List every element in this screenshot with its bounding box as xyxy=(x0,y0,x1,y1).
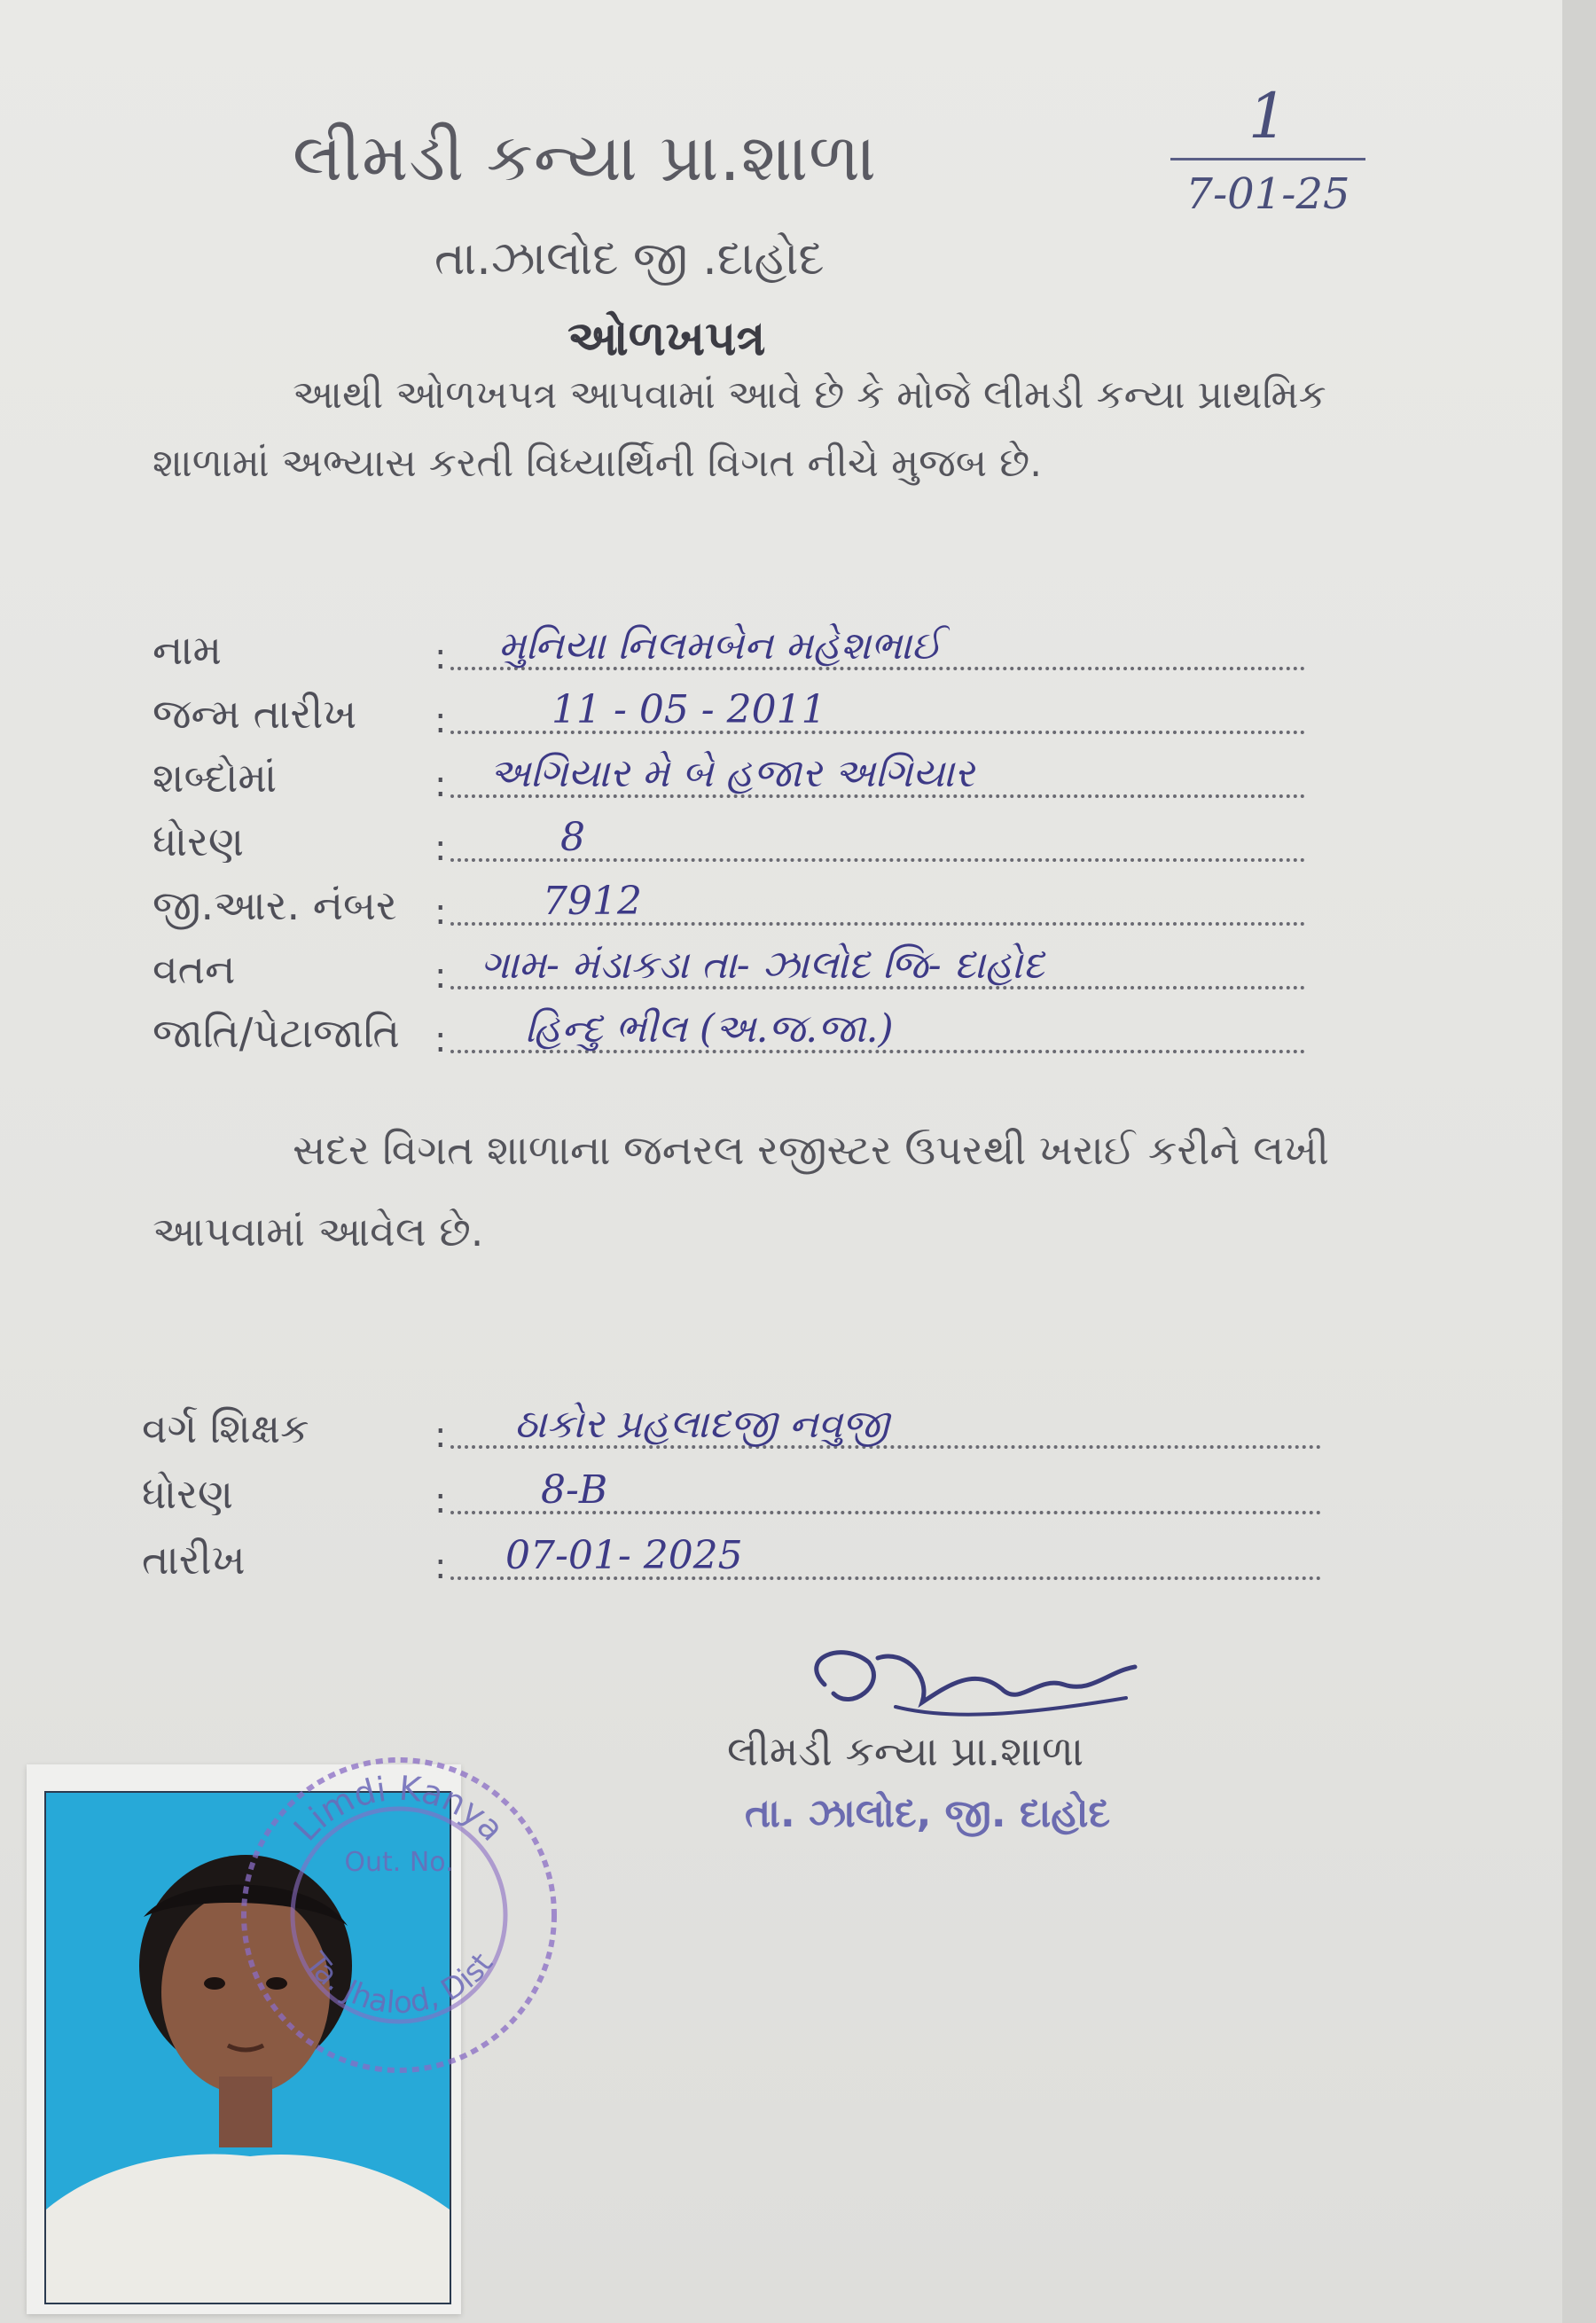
field-value: 07-01- 2025 xyxy=(505,1533,743,1578)
field-colon: : xyxy=(434,1481,447,1521)
round-school-stamp xyxy=(222,1738,576,2092)
field-colon: : xyxy=(434,700,447,741)
outward-number-block xyxy=(1170,80,1365,219)
field-colon: : xyxy=(434,1020,447,1060)
field-colon: : xyxy=(434,1415,447,1456)
field-value: ગામ- મંડાકડા તા- ઝાલોદ જિ- દાહોદ xyxy=(481,942,1044,988)
outward-number: 1 xyxy=(1170,80,1365,160)
field-value: અગિયાર મે બે હજાર અગિયાર xyxy=(489,751,974,796)
outward-date: 7-01-25 xyxy=(1185,169,1350,219)
school-name: લીમડી કન્યા પ્રા.શાળા xyxy=(293,120,877,196)
field-label: ધોરણ xyxy=(153,817,244,865)
field-row-gr-number xyxy=(153,876,1305,938)
field-row-native-place xyxy=(153,940,1305,1002)
teacher-row-standard xyxy=(142,1465,1321,1527)
field-row-birth-date xyxy=(153,684,1305,747)
field-colon: : xyxy=(434,637,447,677)
field-row-birth-date-words xyxy=(153,748,1305,810)
field-value: હિન્દુ ભીલ (અ.જ.જા.) xyxy=(525,1006,894,1052)
stamp-bottom-text: Ta. Jhalod, Dist xyxy=(297,1946,501,2022)
field-label: તારીખ xyxy=(142,1536,246,1584)
page-edge xyxy=(1562,0,1596,2323)
signature-stamp-text: તા. ઝાલોદ, જી. દાહોદ xyxy=(745,1791,1111,1836)
certification-line-1: સદર વિગત શાળાના જનરલ રજીસ્ટર ઉપરથી ખરાઈ કરીને લખી xyxy=(293,1126,1329,1174)
field-label: શબ્દોમાં xyxy=(153,754,278,802)
round-stamp-graphic xyxy=(222,1738,576,2092)
field-colon: : xyxy=(434,828,447,869)
field-row-caste xyxy=(153,1004,1305,1066)
field-row-name xyxy=(153,621,1305,683)
field-value: 8-B xyxy=(541,1467,608,1513)
field-colon: : xyxy=(434,764,447,805)
document-title: ઓળખપત્ર xyxy=(567,310,766,366)
field-label: નામ xyxy=(153,626,223,674)
field-label: ધોરણ xyxy=(142,1470,233,1518)
field-value: મુનિયા નિલમબેન મહેશભાઈ xyxy=(498,623,942,669)
signature-school-label: લીમડી કન્યા પ્રા.શાળા xyxy=(727,1727,1084,1775)
field-label: જાતિ/પેટાજાતિ xyxy=(153,1009,400,1057)
stamp-top-text: Limdi Kanya xyxy=(286,1768,512,1849)
taluka-district: તા.ઝાલોદ જી .દાહોદ xyxy=(434,232,825,285)
svg-text:Ta. Jhalod, Dist xyxy=(297,1945,500,2021)
intro-line-2: શાળામાં અભ્યાસ કરતી વિધ્યાર્થિની વિગત નીચે મુજબ છે. xyxy=(153,441,1043,486)
field-colon: : xyxy=(434,1546,447,1587)
field-row-standard xyxy=(153,812,1305,874)
field-label: જી.આર. નંબર xyxy=(153,881,397,929)
intro-line-1: આથી ઓળખપત્ર આપવામાં આવે છે કે મોજે લીમડી કન્યા પ્રાથમિક xyxy=(293,372,1326,418)
teacher-row-class-teacher xyxy=(142,1399,1321,1461)
field-value: ઠાકોર પ્રહલાદજી નવુજી xyxy=(514,1402,889,1447)
field-label: વતન xyxy=(153,945,236,993)
field-value: 8 xyxy=(560,815,585,860)
certification-line-2: આપવામાં આવેલ છે. xyxy=(153,1208,484,1255)
field-label: વર્ગ શિક્ષક xyxy=(142,1404,309,1452)
field-colon: : xyxy=(434,892,447,933)
field-value: 7912 xyxy=(543,879,642,924)
field-label: જન્મ તારીખ xyxy=(153,690,357,738)
field-value: 11 - 05 - 2011 xyxy=(552,687,826,732)
teacher-row-date xyxy=(142,1530,1321,1592)
field-colon: : xyxy=(434,956,447,997)
stamp-out-no: Out. No. xyxy=(344,1847,454,1878)
